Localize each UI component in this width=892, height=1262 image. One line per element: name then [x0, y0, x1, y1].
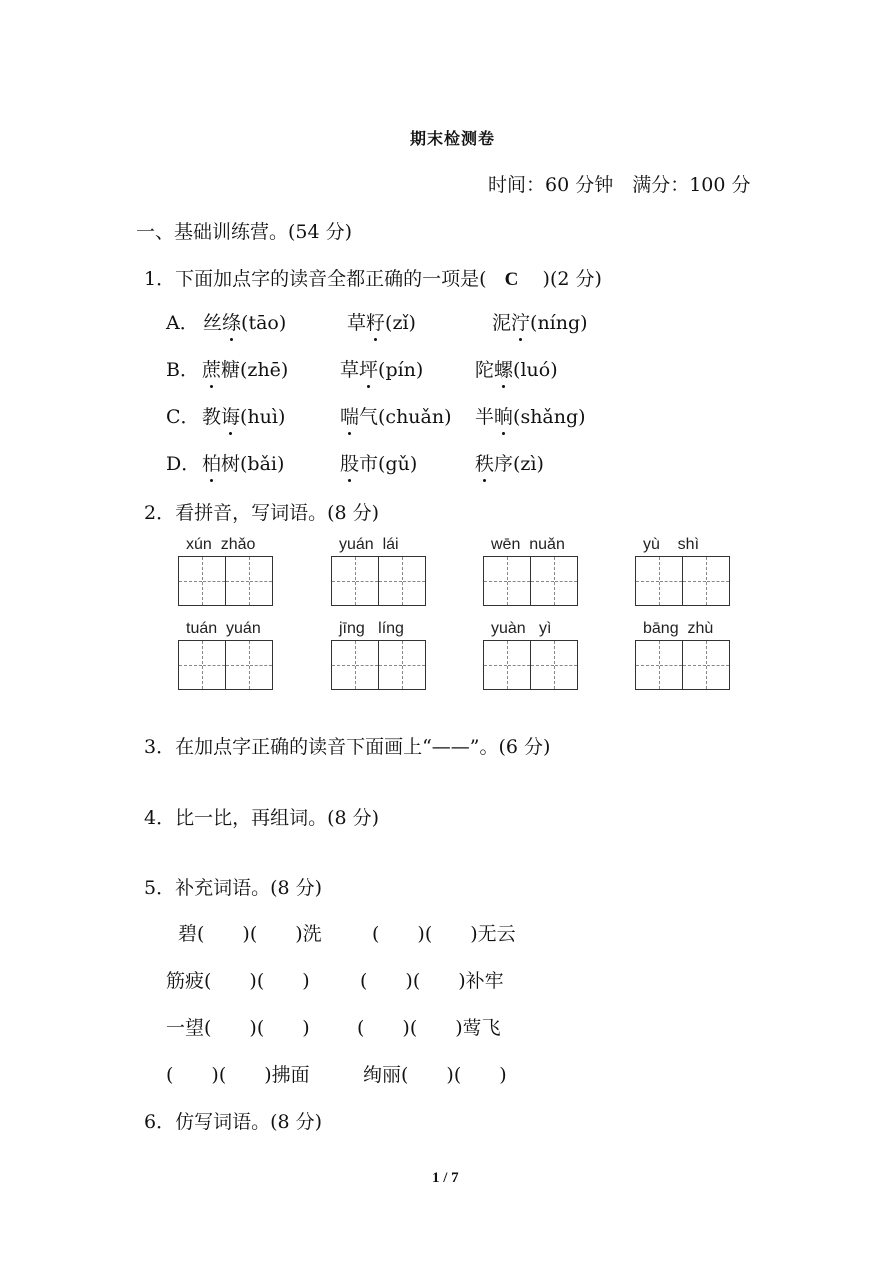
option-word [202, 449, 284, 476]
grid-cell[interactable] [508, 557, 532, 605]
grid-cell[interactable] [484, 641, 508, 689]
grid-cell[interactable] [403, 557, 427, 605]
question-2-stem: 2．看拼音，写词语。(8 分) [144, 502, 380, 524]
word-prefix: 草 [340, 359, 360, 381]
question-1-answer: C [504, 269, 519, 290]
question-5-stem: 5．补充词语。(8 分) [144, 877, 323, 899]
dotted-character: 蔗 [202, 355, 221, 382]
grid-cell[interactable] [531, 557, 555, 605]
grid-cell[interactable] [508, 641, 532, 689]
option-word [475, 402, 586, 429]
option-letter: C． [166, 406, 200, 428]
idiom-blank[interactable]: 一望( )( ) [166, 1017, 310, 1039]
dotted-character: 秩 [475, 449, 494, 476]
grid-cell[interactable] [555, 641, 579, 689]
option-word [475, 355, 558, 382]
pinyin-label: jīng líng [339, 620, 404, 637]
word-suffix-pinyin: 序(zì) [494, 453, 544, 475]
option-word [202, 355, 288, 382]
grid-cell[interactable] [356, 557, 380, 605]
idiom-blank[interactable]: ( )( )无云 [372, 923, 516, 945]
word-suffix-pinyin: (pín) [378, 359, 424, 381]
dotted-character: 柏 [202, 449, 221, 476]
grid-cell[interactable] [356, 641, 380, 689]
idiom-blank[interactable]: ( )( )莺飞 [357, 1017, 501, 1039]
grid-cell[interactable] [683, 557, 707, 605]
word-suffix-pinyin: (luó) [513, 359, 558, 381]
dotted-character: 诲 [221, 402, 240, 429]
grid-cell[interactable] [332, 641, 356, 689]
page-title: 期末检测卷 [410, 129, 496, 148]
writing-grid[interactable] [331, 640, 426, 690]
option-word [340, 449, 417, 476]
pinyin-label: xún zhǎo [186, 536, 256, 553]
word-prefix: 泥 [492, 312, 512, 334]
word-suffix-pinyin: (shǎng) [513, 406, 586, 428]
grid-cell[interactable] [660, 557, 684, 605]
dotted-character: 螺 [494, 355, 513, 382]
pinyin-label: yù shì [643, 536, 700, 553]
writing-grid[interactable] [483, 640, 578, 690]
grid-cell[interactable] [250, 557, 274, 605]
idiom-blank[interactable]: 筋疲( )( ) [166, 970, 310, 992]
word-suffix-pinyin: (níng) [530, 312, 588, 334]
writing-grid[interactable] [635, 556, 730, 606]
grid-cell[interactable] [707, 641, 731, 689]
option-word [340, 355, 423, 382]
idiom-blank[interactable]: ( )( )拂面 [166, 1064, 310, 1086]
question-3-stem: 3．在加点字正确的读音下面画上“——”。(6 分) [144, 736, 551, 758]
dotted-character: 晌 [494, 402, 513, 429]
pinyin-label: bāng zhù [643, 620, 714, 637]
grid-cell[interactable] [636, 557, 660, 605]
question-1-stem-text: 1．下面加点字的读音全都正确的一项是( [144, 268, 487, 290]
word-suffix-pinyin: (huì) [240, 406, 286, 428]
grid-cell[interactable] [226, 641, 250, 689]
option-word [203, 308, 286, 335]
dotted-character: 泞 [511, 308, 530, 335]
option-word [475, 449, 544, 476]
dotted-character: 绦 [222, 308, 241, 335]
word-prefix: 半 [475, 406, 495, 428]
writing-grid[interactable] [178, 640, 273, 690]
dotted-character: 籽 [366, 308, 385, 335]
word-suffix-pinyin: (zǐ) [385, 312, 416, 334]
word-suffix-pinyin: 树(bǎi) [221, 453, 285, 475]
grid-cell[interactable] [332, 557, 356, 605]
grid-cell[interactable] [203, 641, 227, 689]
question-1-stem [144, 264, 602, 291]
word-suffix-pinyin: 气(chuǎn) [359, 406, 452, 428]
option-letter: B． [166, 359, 199, 381]
grid-cell[interactable] [403, 641, 427, 689]
word-suffix-pinyin: (tāo) [241, 312, 287, 334]
option-word [340, 402, 452, 429]
word-prefix: 陀 [475, 359, 495, 381]
writing-grid[interactable] [635, 640, 730, 690]
grid-cell[interactable] [226, 557, 250, 605]
pinyin-label: tuán yuán [186, 620, 261, 637]
idiom-blank[interactable]: 碧( )( )洗 [178, 923, 322, 945]
question-4-stem: 4．比一比，再组词。(8 分) [144, 807, 380, 829]
writing-grid[interactable] [331, 556, 426, 606]
option-word [492, 308, 588, 335]
grid-cell[interactable] [636, 641, 660, 689]
question-1-score: )(2 分) [542, 268, 602, 290]
grid-cell[interactable] [203, 557, 227, 605]
grid-cell[interactable] [379, 641, 403, 689]
grid-cell[interactable] [660, 641, 684, 689]
pinyin-label: yuàn yì [491, 620, 552, 637]
word-prefix: 丝 [203, 312, 223, 334]
writing-grid[interactable] [178, 556, 273, 606]
writing-grid[interactable] [483, 556, 578, 606]
pinyin-label: wēn nuǎn [491, 536, 565, 553]
pinyin-label: yuán lái [339, 536, 399, 553]
dotted-character: 坪 [359, 355, 378, 382]
idiom-blank[interactable]: ( )( )补牢 [360, 970, 504, 992]
option-letter: D． [166, 453, 201, 475]
grid-cell[interactable] [179, 557, 203, 605]
grid-cell[interactable] [250, 641, 274, 689]
time-info: 时间：60 分钟 满分：100 分 [488, 174, 751, 196]
grid-cell[interactable] [707, 557, 731, 605]
word-suffix-pinyin: 糖(zhē) [221, 359, 289, 381]
word-prefix: 草 [347, 312, 367, 334]
grid-cell[interactable] [683, 641, 707, 689]
option-word [347, 308, 416, 335]
dotted-character: 股 [340, 449, 359, 476]
word-prefix: 教 [202, 406, 222, 428]
grid-cell[interactable] [379, 557, 403, 605]
option-letter: A． [166, 312, 199, 334]
grid-cell[interactable] [555, 557, 579, 605]
grid-cell[interactable] [484, 557, 508, 605]
page-number: 1 / 7 [432, 1170, 459, 1186]
idiom-blank[interactable]: 绚丽( )( ) [363, 1064, 507, 1086]
grid-cell[interactable] [179, 641, 203, 689]
grid-cell[interactable] [531, 641, 555, 689]
option-word [202, 402, 285, 429]
question-6-stem: 6．仿写词语。(8 分) [144, 1111, 323, 1133]
section-heading: 一、基础训练营。(54 分) [136, 221, 353, 243]
word-suffix-pinyin: 市(gǔ) [359, 453, 418, 475]
dotted-character: 喘 [340, 402, 359, 429]
